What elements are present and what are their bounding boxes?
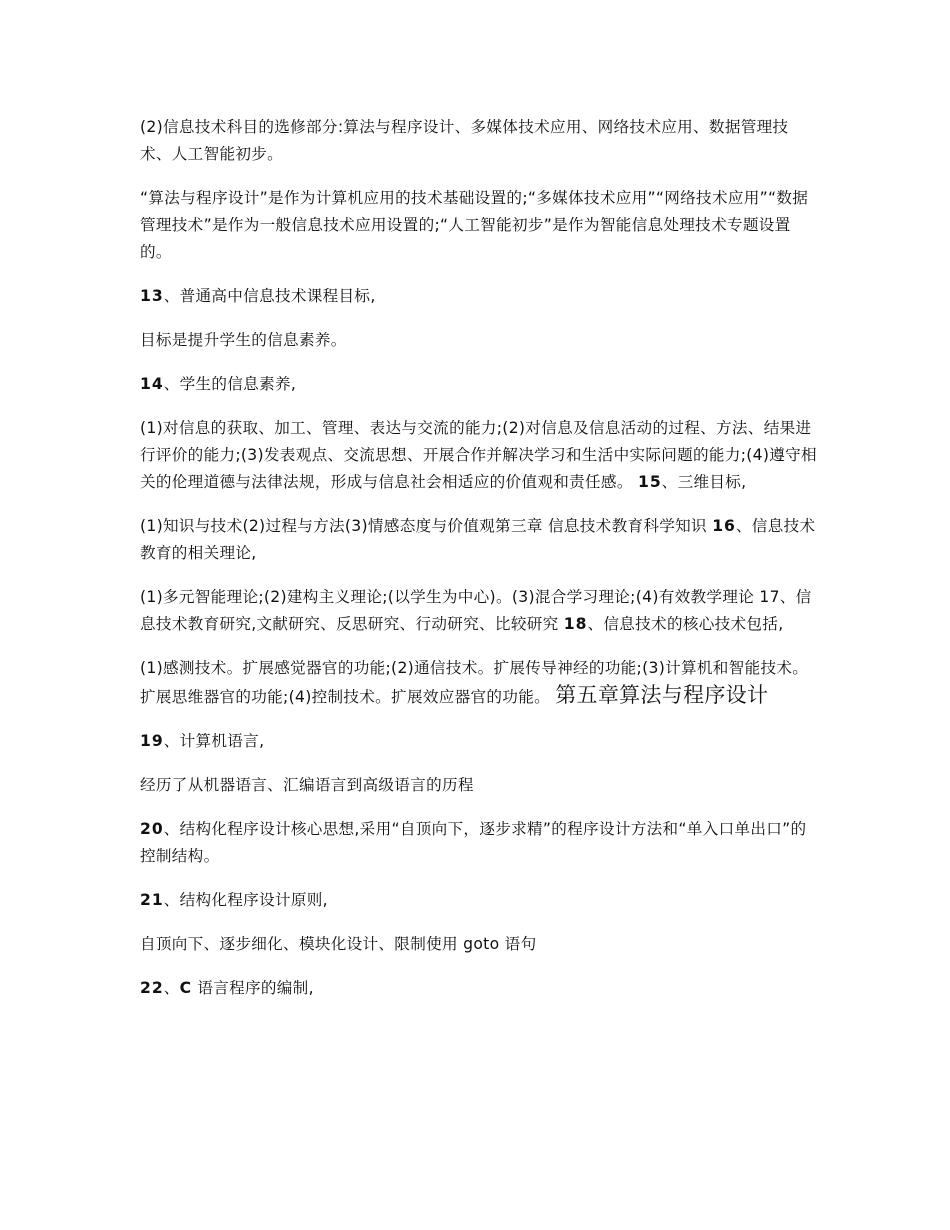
item-number: 13 bbox=[140, 287, 164, 305]
paragraph-elective-courses: (2)信息技术科目的选修部分:算法与程序设计、多媒体技术应用、网络技术应用、数据管理技术、人工智能初步。 bbox=[140, 118, 789, 163]
item-number: 16 bbox=[712, 517, 736, 535]
item-text: 、计算机语言, bbox=[163, 732, 265, 750]
chapter-title: 第五章算法与程序设计 bbox=[555, 683, 769, 707]
paragraph-language-history: 经历了从机器语言、汇编语言到高级语言的历程 bbox=[140, 776, 474, 794]
paragraph-text: (1)多元智能理论;(2)建构主义理论;(以学生为中心)。(3)混合学习理论;(4)有效教学理论 17、信息技术教育研究,文献研究、反思研究、行动研究、比较研究 bbox=[140, 588, 812, 633]
item-number: 19 bbox=[140, 732, 164, 750]
paragraph-text: (1)知识与技术(2)过程与方法(3)情感态度与价值观第三章 信息技术教育科学知识 bbox=[140, 517, 713, 535]
paragraph-design-principles: 自顶向下、逐步细化、模块化设计、限制使用 goto 语句 bbox=[140, 935, 537, 953]
item-20-heading bbox=[140, 816, 820, 870]
item-14-heading bbox=[140, 371, 820, 398]
paragraph-information-literacy bbox=[140, 415, 820, 496]
item-number: 21 bbox=[140, 891, 164, 909]
item-text: 、 bbox=[163, 979, 180, 997]
item-text: 、三维目标, bbox=[661, 473, 747, 491]
paragraph-course-settings: “算法与程序设计”是作为计算机应用的技术基础设置的;“多媒体技术应用”“网络技术应用”“数据管理技术”是作为一般信息技术应用设置的;“人工智能初步”是作为智能信息处理技术专题设置的。 bbox=[140, 189, 809, 261]
item-text: 语言程序的编制, bbox=[192, 979, 314, 997]
item-text: 、结构化程序设计原则, bbox=[163, 891, 328, 909]
item-number: 14 bbox=[140, 375, 164, 393]
paragraph-text: (1)感测技术。扩展感觉器官的功能;(2)通信技术。扩展传导神经的功能;(3)计算机和智能技术。扩展思维器官的功能;(4)控制技术。扩展效应器官的功能。 bbox=[140, 659, 809, 706]
item-number: 18 bbox=[563, 615, 588, 633]
paragraph-text: (1)对信息的获取、加工、管理、表达与交流的能力;(2)对信息及信息活动的过程、方法、结果进行评价的能力;(3)发表观点、交流思想、开展合作并解决学习和生活中实际问题的能力;(4)遵守相关的伦理道德与法律法规，形成与信息社会相适应的价值观和责任感。 bbox=[140, 419, 817, 491]
item-text: 、学生的信息素养, bbox=[163, 375, 297, 393]
item-13-heading bbox=[140, 283, 820, 310]
paragraph-core-technologies bbox=[140, 655, 820, 711]
item-22-heading bbox=[140, 975, 820, 1002]
item-text: 、信息技术的核心技术包括, bbox=[587, 615, 784, 633]
item-19-heading bbox=[140, 728, 820, 755]
item-21-heading bbox=[140, 887, 820, 914]
item-text: 、结构化程序设计核心思想,采用“自顶向下，逐步求精”的程序设计方法和“单入口单出口”的控制结构。 bbox=[140, 820, 807, 865]
item-text: 、普通高中信息技术课程目标, bbox=[163, 287, 376, 305]
item-text: 、信息技术教育的相关理论, bbox=[140, 517, 816, 562]
paragraph-three-dimensional-goals bbox=[140, 513, 820, 567]
item-number: 22 bbox=[140, 979, 164, 997]
paragraph-course-goal: 目标是提升学生的信息素养。 bbox=[140, 331, 347, 349]
c-language-label: C bbox=[179, 979, 193, 997]
paragraph-related-theories bbox=[140, 584, 820, 638]
item-number: 20 bbox=[140, 820, 164, 838]
document-page bbox=[140, 114, 820, 1019]
item-number: 15 bbox=[637, 473, 662, 491]
